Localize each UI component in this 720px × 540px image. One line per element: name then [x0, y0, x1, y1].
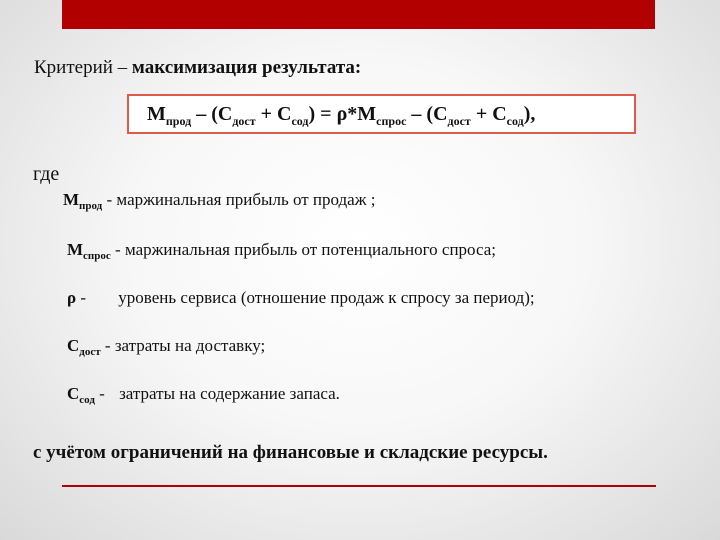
definition-text: затраты на доставку;	[114, 336, 266, 355]
criterion-heading	[34, 57, 361, 79]
definition-m-spros	[67, 240, 496, 260]
formula-m-spros-sub: спрос	[376, 114, 407, 128]
definition-subscript: сод	[79, 394, 95, 406]
definition-symbol: С	[67, 336, 80, 355]
formula-part1: – (С	[191, 103, 233, 125]
definition-text: уровень сервиса (отношение продаж к спросу за период);	[118, 288, 535, 307]
definition-subscript: дост	[79, 346, 101, 358]
formula-part2: + С	[255, 103, 292, 125]
definition-subscript: прод	[79, 200, 103, 212]
formula	[147, 103, 535, 126]
definition-text: маржинальная прибыль от продаж ;	[116, 190, 376, 209]
definition-text: маржинальная прибыль от потенциального спроса;	[124, 240, 496, 259]
definition-symbol: С	[67, 384, 80, 403]
criterion-emphasis: максимизация результата:	[131, 57, 362, 78]
formula-part4: – (С	[406, 103, 448, 125]
where-label: где	[33, 163, 60, 185]
definition-separator: -	[76, 288, 91, 307]
formula-part3: ) = ρ*М	[308, 103, 377, 125]
definition-symbol: М	[63, 190, 80, 209]
definition-subscript: спрос	[83, 250, 111, 262]
header-accent-bar	[62, 0, 655, 29]
formula-m-prod-sub: прод	[165, 114, 192, 128]
definition-text: затраты на содержание запаса.	[119, 384, 340, 403]
definition-separator: -	[94, 384, 110, 403]
definition-m-prod	[63, 190, 375, 210]
definition-symbol: М	[67, 240, 84, 259]
definition-c-sod	[67, 384, 340, 404]
definition-separator: -	[110, 240, 125, 259]
formula-c-sod-sub: сод	[291, 114, 309, 128]
formula-c-sod2-sub: сод	[506, 114, 524, 128]
formula-part5: + С	[470, 103, 507, 125]
criterion-prefix: Критерий –	[34, 57, 132, 78]
formula-c-dost2-sub: дост	[447, 114, 471, 128]
constraint-note: с учётом ограничений на финансовые и складские ресурсы.	[33, 442, 548, 463]
definition-separator: -	[102, 190, 117, 209]
definition-c-dost	[67, 336, 265, 356]
definition-rho	[67, 288, 535, 308]
definition-symbol: ρ	[67, 288, 77, 307]
definition-separator: -	[100, 336, 115, 355]
formula-box	[127, 94, 636, 134]
formula-part6: ),	[523, 103, 536, 125]
bottom-accent-line	[62, 485, 656, 487]
formula-m-prod: М	[147, 103, 166, 125]
formula-c-dost-sub: дост	[232, 114, 256, 128]
